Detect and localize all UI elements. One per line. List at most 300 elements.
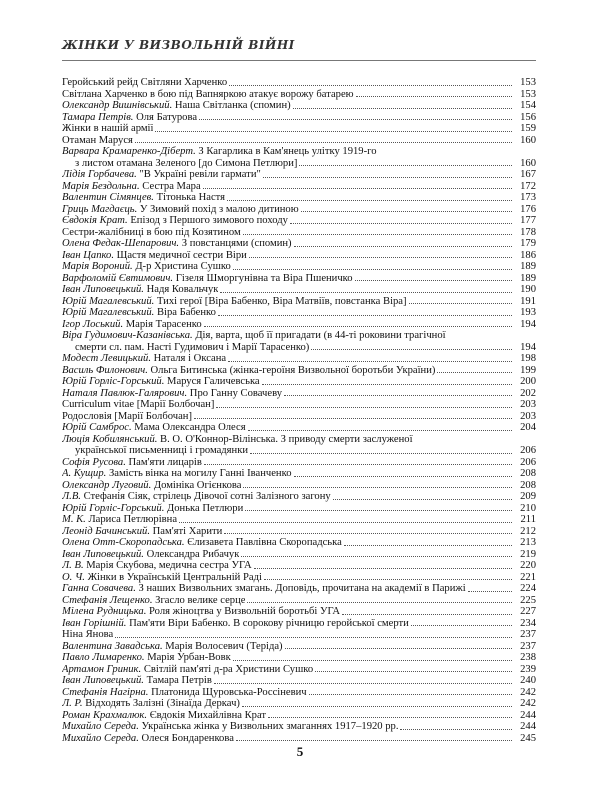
toc-entry	[62, 273, 536, 285]
toc-entry-author: Стефанія Нагірна.	[62, 686, 149, 698]
dot-leader	[254, 567, 512, 569]
toc-entry-text	[62, 146, 514, 169]
toc-entry-page: 159	[520, 123, 536, 134]
toc-entry-text	[62, 250, 514, 262]
toc-entry-title: Жінки в Українській Центральній Раді	[87, 571, 262, 583]
toc-entry-author: Юрій Горліс-Горський.	[62, 376, 165, 387]
toc-entry-page: 244	[520, 709, 536, 721]
toc-entry-text	[62, 721, 514, 733]
toc-entry-page: 200	[520, 376, 536, 387]
toc-entry	[62, 238, 536, 250]
toc-entry-author: Л. Р.	[62, 698, 83, 709]
toc-entry-page: 206	[520, 456, 536, 468]
toc-entry-page: 189	[520, 272, 536, 284]
toc-entry-author: Люція Кобилянський.	[62, 433, 158, 445]
dot-leader	[294, 245, 512, 247]
toc-entry-page: 234	[520, 617, 536, 629]
toc-entry-text	[62, 537, 514, 549]
toc-entry-text	[62, 606, 514, 618]
toc-entry-page: 194	[520, 318, 536, 330]
dot-leader	[241, 555, 512, 557]
toc-entry	[62, 319, 536, 331]
toc-entry-title: Олександра Рибачук	[146, 548, 240, 560]
toc-entry-page: 237	[520, 629, 536, 640]
toc-entry-text	[62, 526, 514, 538]
toc-entry-text	[62, 457, 514, 469]
dot-leader	[409, 302, 512, 304]
toc-entry-text	[62, 399, 514, 411]
toc-entry-page: 242	[520, 686, 536, 698]
toc-entry-text	[62, 572, 514, 584]
toc-entry-page: 208	[520, 479, 536, 491]
toc-entry-page: 209	[520, 491, 536, 502]
toc-entry-title: Родословія [Марії Болбочан]	[62, 410, 192, 422]
toc-entry	[62, 353, 536, 365]
toc-entry-page: 153	[520, 77, 536, 88]
toc-entry-author: Варфоломій Євтимович.	[62, 272, 174, 284]
dot-leader	[194, 417, 512, 419]
toc-entry-author: Л. В.	[62, 560, 84, 571]
dot-leader	[216, 406, 512, 408]
toc-entry-title: Тамара Петрів	[146, 675, 212, 686]
toc-entry-author: Модест Левицький.	[62, 353, 151, 364]
toc-entry	[62, 652, 536, 664]
toc-entry	[62, 733, 536, 745]
toc-entry-title: З Кагарлика в Кам'янець улітку 1919-го	[198, 146, 377, 157]
toc-entry	[62, 629, 536, 641]
toc-entry-author: Мілена Рудницька.	[62, 606, 147, 617]
toc-entry-page: 221	[520, 571, 536, 583]
dot-leader	[301, 210, 512, 212]
toc-entry-page: 202	[520, 387, 536, 399]
toc-entry-title: Марія Волосевич (Теріда)	[165, 640, 283, 652]
toc-entry-title: Євдокія Михайлівна Крат	[149, 709, 267, 721]
toc-entry-title: Наталя і Оксана	[153, 353, 227, 364]
toc-entry-text	[62, 618, 514, 630]
toc-entry	[62, 169, 536, 181]
toc-entry-title: Ольга Битинська (жінка-героїня Визвольної боротьби України)	[150, 364, 436, 376]
dot-leader	[355, 279, 512, 281]
toc-entry-title: Curriculum vitae [Марії Болбочан]	[62, 399, 215, 410]
toc-entry-author: Гриць Магдаєць.	[62, 203, 138, 215]
toc-entry-text	[62, 169, 514, 181]
dot-leader	[437, 371, 512, 373]
toc-entry-text	[62, 675, 514, 687]
toc-entry-author: Іван Цапко.	[62, 249, 114, 261]
toc-entry	[62, 549, 536, 561]
toc-entry-page: 153	[520, 88, 536, 100]
toc-entry-author: М. К.	[62, 514, 86, 525]
dot-leader	[250, 452, 512, 454]
dot-leader	[299, 164, 512, 166]
toc-entry-page: 204	[520, 422, 536, 433]
dot-leader	[285, 647, 512, 649]
toc-entry-text	[62, 238, 514, 250]
toc-entry	[62, 365, 536, 377]
toc-entry-page: 156	[520, 111, 536, 123]
toc-entry-text	[62, 192, 514, 204]
toc-entry-title: Дія, варта, щоб її пригадати (в 44-ті роковини трагічної	[195, 330, 446, 341]
toc-entry-page: 211	[520, 514, 536, 525]
toc-entry-page: 206	[520, 445, 536, 456]
dot-leader	[224, 532, 512, 534]
toc-entry-page: 186	[520, 249, 536, 261]
toc-entry	[62, 250, 536, 262]
toc-entry-author: А. Кущир.	[62, 468, 107, 479]
toc-entry-page: 179	[520, 238, 536, 249]
toc-entry-title: Оля Батурова	[136, 111, 198, 123]
toc-entry-author: Роман Крахмалюк.	[62, 709, 148, 721]
toc-entry-text	[62, 687, 514, 699]
toc-entry	[62, 411, 536, 423]
toc-entry-text	[62, 330, 514, 353]
toc-entry	[62, 721, 536, 733]
dot-leader	[245, 509, 512, 511]
toc-entry-title: Олеся Бондаренкова	[141, 732, 234, 744]
toc-entry-author: Юрій Магалевський.	[62, 307, 155, 318]
toc-entry-text	[62, 181, 514, 193]
toc-entry-page: 220	[520, 560, 536, 571]
toc-entry-text	[62, 376, 514, 388]
toc-entry-page: 224	[520, 583, 536, 594]
dot-leader	[243, 233, 512, 235]
dot-leader	[268, 716, 512, 718]
toc-entry-text	[62, 261, 514, 273]
dot-leader	[262, 383, 512, 385]
toc-entry-text	[62, 480, 514, 492]
toc-entry	[62, 526, 536, 538]
toc-entry	[62, 434, 536, 457]
toc-entry-author: Стефанія Лещенко.	[62, 594, 153, 606]
toc-entry-author: Ганна Совачева.	[62, 583, 136, 594]
toc-entry-page: 245	[520, 732, 536, 744]
toc-entry-text	[62, 710, 514, 722]
toc-entry-text	[62, 353, 514, 365]
toc-entry-page: 199	[520, 364, 536, 376]
dot-leader	[243, 486, 512, 488]
toc-entry-author: Ігор Лоський.	[62, 318, 124, 330]
toc-entry	[62, 296, 536, 308]
toc-entry-page: 203	[520, 399, 536, 410]
toc-entry-page: 190	[520, 284, 536, 295]
toc-entry-title: Жінки в нашій армії	[62, 123, 154, 134]
toc-entry-title: Українська жінка у Визвольних змаганнях 1917–1920 рр.	[141, 721, 399, 732]
toc-entry	[62, 399, 536, 411]
dot-leader	[214, 682, 512, 684]
toc-entry-page: 238	[520, 652, 536, 663]
toc-entry-author: Олена Отт-Скоропадська.	[62, 537, 185, 548]
toc-entry-text	[62, 560, 514, 572]
toc-entry	[62, 641, 536, 653]
toc-entry-author: Василь Филонович.	[62, 364, 148, 376]
toc-entry-title: Світлана Харченко в бою під Вапняркою атакує ворожу батарею	[62, 88, 354, 100]
toc-entry	[62, 215, 536, 227]
dot-leader	[294, 475, 513, 477]
toc-entry-title: Лариса Петлюрівна	[88, 514, 178, 525]
toc-entry-text	[62, 204, 514, 216]
toc-entry	[62, 595, 536, 607]
toc-entry-page: 227	[520, 606, 536, 617]
toc-entry-page: 244	[520, 721, 536, 732]
toc-entry-text	[62, 434, 514, 457]
toc-entry-title: Донька Петлюри	[167, 502, 244, 514]
dot-leader	[333, 498, 512, 500]
toc-entry-text	[62, 227, 514, 239]
toc-entry-author: Тамара Петрів.	[62, 111, 134, 123]
toc-entry-title: З наших Визвольних змагань. Доповідь, прочитана на академії в Парижі	[138, 583, 466, 594]
toc-entry-title: Сестра Мара	[142, 180, 201, 192]
toc-entry-author: Леонід Бачинський.	[62, 525, 150, 537]
toc-entry	[62, 664, 536, 676]
toc-entry-text	[62, 468, 514, 480]
toc-entry-author: Юрій Горліс-Горський.	[62, 502, 165, 514]
toc-entry-author: Юрій Магалевський.	[62, 295, 155, 307]
dot-leader	[247, 601, 512, 603]
dot-leader	[248, 429, 512, 431]
toc-entry-title: Платонида Щуровська-Россіневич	[151, 686, 307, 698]
dot-leader	[228, 360, 512, 362]
toc-entry-title: Гізеля Шморгунівна та Віра Пшеничко	[175, 272, 353, 284]
dot-leader	[135, 141, 512, 143]
dot-leader	[344, 544, 512, 546]
toc-entry-author: Євдокія Крат.	[62, 215, 128, 226]
toc-entry-text	[62, 514, 514, 526]
toc-entry-title: Про Ганну Совачеву	[189, 387, 283, 399]
toc-entry-title: У Зимовий похід з малою дитиною	[139, 203, 299, 215]
toc-entry-author: О. Ч.	[62, 571, 85, 583]
toc-entry	[62, 698, 536, 710]
toc-entry	[62, 583, 536, 595]
toc-entry	[62, 537, 536, 549]
toc-entry-page: 198	[520, 353, 536, 364]
toc-entry-author: Валентина Завадська.	[62, 640, 163, 652]
dot-leader	[290, 222, 512, 224]
toc-entry-text	[62, 422, 514, 434]
toc-entry	[62, 388, 536, 400]
toc-entry-author: Іван Горішній.	[62, 617, 127, 629]
dot-leader	[468, 590, 512, 592]
toc-entry-page: 154	[520, 100, 536, 111]
toc-entry	[62, 491, 536, 503]
dot-leader	[315, 670, 512, 672]
toc-entry-text	[62, 641, 514, 653]
toc-entry-text	[62, 583, 514, 595]
toc-entry	[62, 606, 536, 618]
toc-entry-page: 189	[520, 261, 536, 272]
toc-entry-title: Тихі герої [Віра Бабенко, Віра Матвіїв, повстанка Віра]	[156, 295, 407, 307]
toc-entry-author: Варвара Крамаренко-Діберт.	[62, 146, 196, 157]
dot-leader	[155, 130, 512, 132]
toc-entry-title: Роля жіноцтва у Визвольній боротьбі УГА	[149, 606, 341, 617]
toc-entry-title: Пам'яти лицарів	[128, 456, 202, 468]
toc-entry	[62, 77, 536, 89]
toc-entry-text	[62, 411, 514, 423]
toc-entry	[62, 422, 536, 434]
table-of-contents	[62, 77, 536, 744]
toc-entry-page: 191	[520, 295, 536, 307]
toc-entry-title: Пам'яти Віри Бабенко. В сорокову річницю геройської смерти	[129, 617, 409, 629]
toc-entry-text	[62, 112, 514, 124]
toc-entry-title: Наша Світланка (спомин)	[174, 100, 291, 111]
toc-entry	[62, 710, 536, 722]
dot-leader	[236, 739, 512, 741]
toc-entry-title: Ніна Янова	[62, 629, 114, 640]
dot-leader	[199, 118, 512, 120]
toc-entry	[62, 457, 536, 469]
toc-entry-page: 212	[520, 525, 536, 537]
toc-entry-page: 178	[520, 226, 536, 238]
dot-leader	[179, 521, 512, 523]
toc-entry-author: Олена Федак-Шепарович.	[62, 238, 180, 249]
toc-entry-text	[62, 135, 514, 147]
toc-entry	[62, 204, 536, 216]
toc-entry-title: Марія Скубова, медична сестра УГА	[86, 560, 252, 571]
dot-leader	[249, 256, 512, 258]
toc-entry-page: 160	[520, 134, 536, 146]
toc-entry-author: Іван Липовецький.	[62, 548, 144, 560]
toc-entry-title: Д-р Христина Сушко	[135, 261, 231, 272]
toc-entry	[62, 307, 536, 319]
dot-leader	[264, 578, 512, 580]
toc-entry	[62, 261, 536, 273]
toc-entry-author: Софія Русова.	[62, 456, 126, 468]
toc-entry-page: 203	[520, 410, 536, 422]
toc-entry-title: Марія Тарасенко	[125, 318, 202, 330]
dot-leader	[242, 705, 512, 707]
toc-entry-page: 240	[520, 675, 536, 686]
dot-leader	[115, 636, 512, 638]
dot-leader	[218, 314, 512, 316]
toc-entry-text	[62, 491, 514, 503]
toc-entry	[62, 181, 536, 193]
dot-leader	[220, 291, 512, 293]
toc-entry-page: 225	[520, 594, 536, 606]
toc-entry	[62, 123, 536, 135]
toc-entry-text	[62, 652, 514, 664]
toc-entry-author: Марія Вороний.	[62, 261, 133, 272]
toc-entry-text	[62, 100, 514, 112]
page-number: 5	[296, 744, 304, 759]
dot-leader	[204, 463, 512, 465]
toc-entry-title-continued: з листом отамана Зеленого [до Симона Петлюри]	[75, 157, 298, 169]
toc-entry-text	[62, 549, 514, 561]
toc-entry-title: Згасло велике серце	[155, 594, 246, 606]
toc-entry-text	[62, 284, 514, 296]
toc-entry-text	[62, 503, 514, 515]
toc-entry	[62, 135, 536, 147]
toc-entry-author: Л.В.	[62, 491, 81, 502]
toc-entry-author: Іван Липовецький.	[62, 675, 144, 686]
dot-leader	[342, 613, 512, 615]
toc-entry-author: Юрій Самброс.	[62, 422, 132, 433]
toc-entry-title: З повстанцями (спомин)	[181, 238, 292, 249]
toc-entry-title: Мама Олександра Олеся	[134, 422, 246, 433]
dot-leader	[263, 176, 512, 178]
toc-entry-page: 172	[520, 180, 536, 192]
toc-entry	[62, 618, 536, 630]
toc-entry	[62, 687, 536, 699]
toc-entry-text	[62, 296, 514, 308]
toc-entry-title: Епізод з Першого зимового походу	[130, 215, 288, 226]
toc-entry-author: Олександр Вишнівський.	[62, 100, 173, 111]
toc-entry-text	[62, 698, 514, 710]
toc-entry	[62, 560, 536, 572]
toc-entry-title: В. О. О'Коннор-Вілінська. З приводу смерти заслуженої	[160, 433, 413, 445]
toc-entry-page: 194	[520, 341, 536, 353]
toc-entry-author: Наталя Павлюк-Галярович.	[62, 387, 188, 399]
toc-entry	[62, 675, 536, 687]
toc-entry-page: 242	[520, 698, 536, 709]
toc-entry-title: Світлій пам'яті д-ра Христини Сушко	[143, 663, 314, 675]
toc-entry	[62, 376, 536, 388]
toc-entry-author: Михайло Середа.	[62, 732, 139, 744]
toc-entry-title: Домініка Огієнкова	[153, 479, 242, 491]
toc-entry-title: Замість вінка на могилу Ганні Іванченко	[108, 468, 292, 479]
dot-leader	[293, 107, 512, 109]
toc-entry-title: Геройський рейд Світляни Харченко	[62, 77, 228, 88]
toc-entry-title-continued: української письменниці і громадянки	[75, 445, 249, 456]
toc-entry	[62, 112, 536, 124]
toc-entry-title: Стефанія Сіяк, стрілець Дівочої сотні Залізного загону	[83, 491, 331, 502]
toc-entry-title: "В Україні ревіли гармати"	[139, 169, 261, 180]
toc-entry-page: 210	[520, 502, 536, 514]
toc-entry-text	[62, 273, 514, 285]
toc-entry-title: Віра Бабенко	[156, 307, 216, 318]
toc-entry-page: 239	[520, 663, 536, 675]
toc-entry	[62, 227, 536, 239]
toc-entry-page: 167	[520, 169, 536, 180]
toc-entry-page: 237	[520, 640, 536, 652]
dot-leader	[400, 728, 512, 730]
dot-leader	[204, 325, 512, 327]
toc-entry-title: Тітонька Настя	[156, 192, 226, 203]
toc-entry	[62, 330, 536, 353]
dot-leader	[229, 84, 512, 86]
toc-entry-page: 219	[520, 548, 536, 560]
toc-entry-author: Лідія Горбачева.	[62, 169, 137, 180]
toc-entry-text	[62, 365, 514, 377]
toc-entry-page: 208	[520, 468, 536, 479]
dot-leader	[284, 394, 512, 396]
dot-leader	[233, 268, 512, 270]
dot-leader	[227, 199, 512, 201]
dot-leader	[311, 348, 512, 350]
toc-entry-text	[62, 319, 514, 331]
toc-entry-author: Валентин Сімянцев.	[62, 192, 154, 203]
toc-entry-text	[62, 664, 514, 676]
toc-entry	[62, 89, 536, 101]
toc-entry	[62, 468, 536, 480]
toc-entry-title: Сестри-жалібниці в бою під Козятином	[62, 226, 241, 238]
toc-entry-author: Павло Лимаренко.	[62, 652, 145, 663]
toc-entry-title: Відходять Залізні (Зінаїда Деркач)	[85, 698, 240, 709]
toc-entry-page: 193	[520, 307, 536, 318]
toc-entry-text	[62, 77, 514, 89]
toc-entry-page: 160	[520, 157, 536, 169]
dot-leader	[233, 659, 512, 661]
toc-entry-author: Марія Бездольна.	[62, 180, 140, 192]
toc-entry-text	[62, 123, 514, 135]
toc-entry-author: Артамон Гриник.	[62, 663, 142, 675]
toc-entry-author: Олександр Луговий.	[62, 479, 152, 491]
toc-entry	[62, 514, 536, 526]
toc-entry	[62, 284, 536, 296]
toc-entry-text	[62, 595, 514, 607]
toc-entry-title: Маруся Галичевська	[167, 376, 260, 387]
toc-entry	[62, 100, 536, 112]
toc-entry-page: 176	[520, 203, 536, 215]
running-head: ЖІНКИ У ВИЗВОЛЬНІЙ ВІЙНІ	[62, 38, 295, 52]
